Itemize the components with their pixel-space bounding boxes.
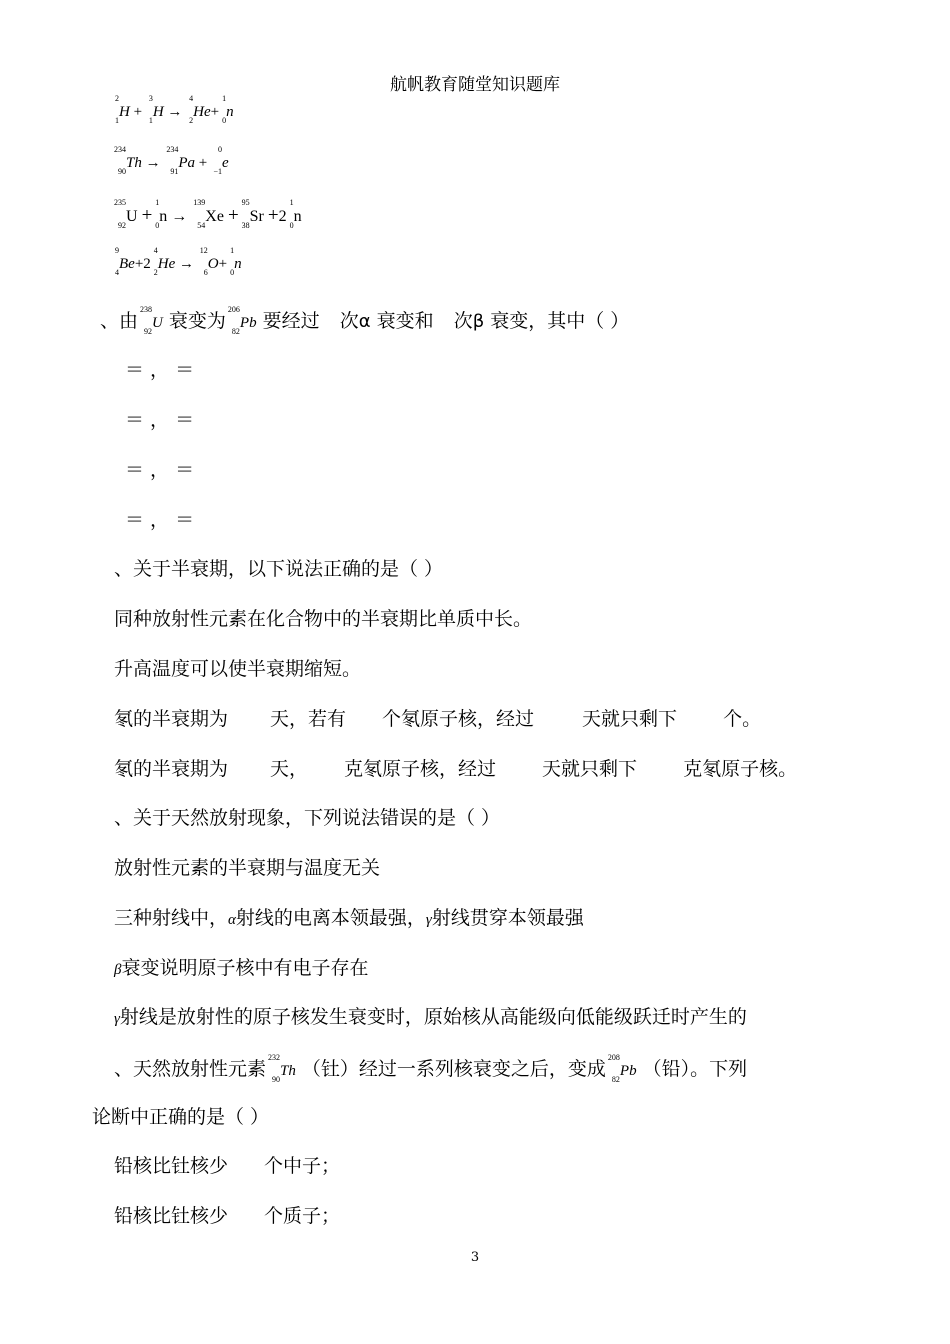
q4-option-a: 铅核比钍核少 个中子； (114, 1155, 341, 1177)
isotope-th232: 232 90 (268, 1053, 281, 1084)
isotope: 1 0 (289, 198, 294, 230)
equation-3: 235 92 U + 1 0 n → 139 54 Xe + 95 38 Sr +2 1 0 n (114, 198, 302, 230)
q3-option-d: γ射线是放射性的原子核发生衰变时，原始核从高能级向低能级跃迁时产生的 (114, 1006, 747, 1028)
q2-option-d: 氡的半衰期为 天， 克氡原子核，经过 天就只剩下 克氡原子核。 (114, 758, 798, 780)
isotope: 1 0 (155, 198, 160, 230)
q3-option-c: β衰变说明原子核中有电子存在 (114, 957, 369, 979)
question-1-stem: 、由 238 92 U 衰变为 206 82 Pb 要经过 次α 衰变和 次β 衰变，其中（ ） (100, 305, 630, 336)
isotope-pb206: 206 82 (227, 305, 240, 336)
isotope: 9 4 (115, 246, 119, 277)
q2-option-c: 氡的半衰期为 天，若有 个氡原子核，经过 天就只剩下 个。 (114, 708, 762, 730)
equation-1: 2 1 H + 3 1 H → 4 2 He+ 1 0 n (112, 104, 234, 121)
question-2-stem: 、关于半衰期，以下说法正确的是（ ） (114, 558, 444, 580)
equation-4: 9 4 Be+2 4 2 He → 12 6 O+ 1 0 n (112, 256, 242, 273)
isotope: 234 91 (166, 145, 179, 176)
question-3-stem: 、关于天然放射现象，下列说法错误的是（ ） (114, 807, 501, 829)
isotope: 0 −1 (213, 145, 222, 176)
page-header: 航帆教育随堂知识题库 (390, 75, 560, 95)
q3-option-a: 放射性元素的半衰期与温度无关 (114, 857, 381, 879)
isotope: 1 0 (222, 94, 227, 125)
isotope: 3 1 (148, 94, 153, 125)
isotope: 1 0 (230, 246, 235, 277)
isotope: 95 38 (241, 198, 250, 230)
page-number: 3 (470, 1250, 480, 1265)
q2-option-b: 升高温度可以使半衰期缩短。 (114, 658, 362, 680)
isotope: 139 54 (193, 198, 206, 230)
isotope-pb208: 208 82 (607, 1053, 620, 1084)
isotope: 4 2 (153, 246, 158, 277)
q1-option-b: ＝ ， ＝ (125, 409, 195, 431)
q4-option-b: 铅核比钍核少 个质子； (114, 1205, 341, 1227)
q1-option-c: ＝ ， ＝ (125, 459, 195, 481)
isotope-u238: 238 92 (140, 305, 153, 336)
isotope: 12 6 (199, 246, 208, 277)
question-4-stem-continued: 论断中正确的是（ ） (92, 1106, 270, 1128)
isotope: 2 1 (115, 94, 119, 125)
isotope: 234 90 (114, 145, 126, 176)
q3-option-b: 三种射线中，α射线的电离本领最强，γ射线贯穿本领最强 (114, 907, 584, 929)
isotope: 4 2 (189, 94, 194, 125)
q1-option-d: ＝ ， ＝ (125, 509, 195, 531)
q2-option-a: 同种放射性元素在化合物中的半衰期比单质中长。 (114, 608, 533, 630)
isotope: 235 92 (114, 198, 126, 230)
q1-option-a: ＝ ， ＝ (125, 359, 195, 381)
question-4-stem: 、天然放射性元素 232 90 Th （钍）经过一系列核衰变之后，变成 208 82 Pb （铅）。下列 (114, 1053, 748, 1084)
equation-2: 234 90 Th → 234 91 Pa + 0 −1 e (114, 145, 229, 176)
